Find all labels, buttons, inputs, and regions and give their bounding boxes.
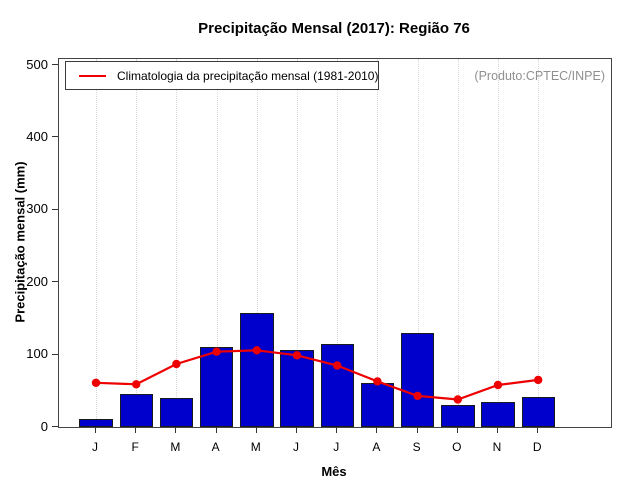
legend-label: Climatologia da precipitação mensal (1981-2010) — [117, 68, 379, 83]
x-tick-label-10: O — [452, 440, 462, 454]
x-tick-mark — [95, 427, 96, 433]
climatology-line-layer — [59, 59, 611, 427]
climatology-point-S-9 — [413, 392, 421, 400]
y-tick-label: 200 — [26, 273, 48, 289]
x-tick-label-9: S — [412, 440, 421, 454]
climatology-point-M-5 — [253, 346, 261, 354]
watermark-text: (Produto:CPTEC/INPE) — [474, 69, 605, 83]
x-tick-label-5: M — [250, 440, 261, 454]
legend — [65, 61, 379, 90]
climatology-point-J-7 — [333, 361, 341, 369]
x-tick-label-1: J — [92, 440, 98, 454]
y-tick-label: 400 — [26, 128, 48, 144]
x-tick-mark — [256, 427, 257, 433]
x-tick-label-12: D — [532, 440, 542, 454]
x-tick-label-8: A — [372, 440, 381, 454]
chart-title: Precipitação Mensal (2017): Região 76 — [198, 20, 470, 37]
climatology-point-J-6 — [293, 351, 301, 359]
x-tick-label-7: J — [333, 440, 340, 454]
y-tick-label: 0 — [40, 418, 48, 434]
climatology-point-A-8 — [373, 377, 381, 385]
x-axis-title: Mês — [321, 464, 347, 479]
climatology-point-D-12 — [534, 376, 542, 384]
x-tick-label-4: A — [211, 440, 220, 454]
x-tick-mark — [135, 427, 136, 433]
x-tick-mark — [497, 427, 498, 433]
x-tick-mark — [296, 427, 297, 433]
x-tick-mark — [457, 427, 458, 433]
y-axis-title: Precipitação mensal (mm) — [12, 161, 28, 323]
climatology-point-A-4 — [212, 348, 220, 356]
climatology-point-M-3 — [172, 360, 180, 368]
x-tick-label-6: J — [293, 440, 299, 454]
climatology-point-J-1 — [92, 379, 100, 387]
x-tick-label-2: F — [131, 440, 139, 454]
x-tick-mark — [216, 427, 217, 433]
x-tick-label-11: N — [492, 440, 502, 454]
y-tick-label: 500 — [26, 56, 48, 72]
y-tick-label: 300 — [26, 201, 48, 217]
x-tick-mark — [537, 427, 538, 433]
x-tick-label-3: M — [170, 440, 181, 454]
climatology-point-O-10 — [454, 395, 462, 403]
legend-line-icon — [79, 75, 106, 77]
climatology-line — [96, 350, 538, 399]
climatology-point-N-11 — [494, 381, 502, 389]
x-tick-mark — [175, 427, 176, 433]
x-tick-mark — [417, 427, 418, 433]
climatology-point-F-2 — [132, 380, 140, 388]
plot-area — [58, 58, 612, 428]
x-tick-mark — [336, 427, 337, 433]
x-tick-mark — [376, 427, 377, 433]
y-tick-label: 100 — [26, 346, 48, 362]
